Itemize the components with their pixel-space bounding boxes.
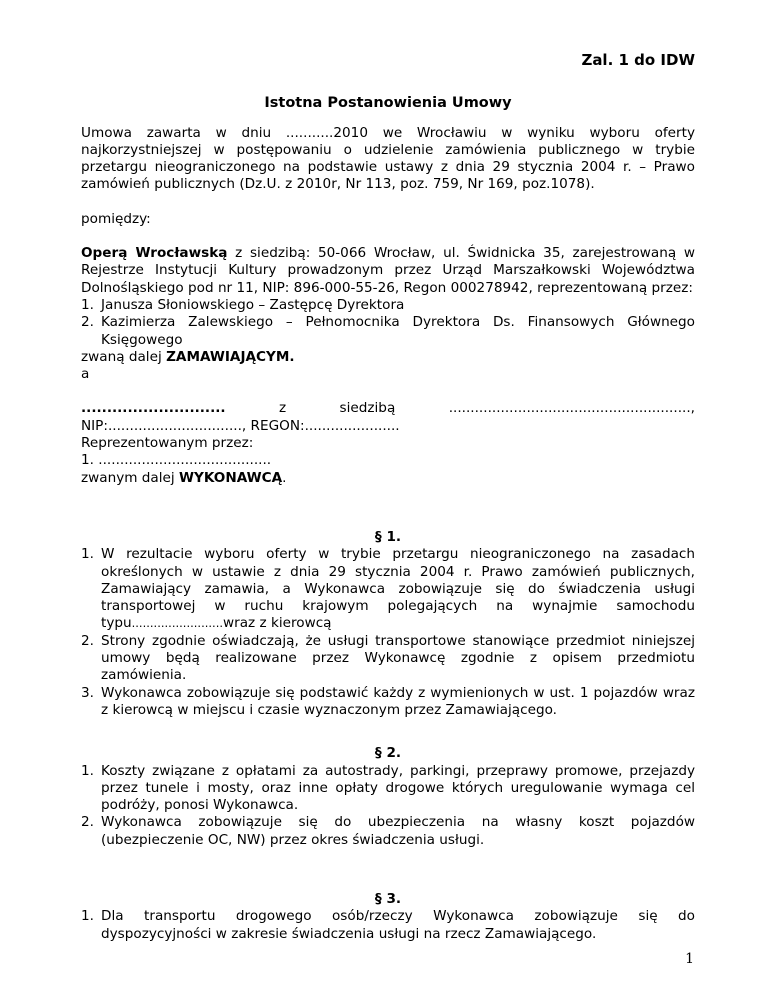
list-item: 1. W rezultacie wyboru oferty w trybie przetargu nieograniczonego na zasadach określonych w ustawie z dnia 29 stycznia 2004 r. Prawo zamówień publicznych, Zamawiający zamawia, a Wykonawca zobowiązuje się do świadczenia usługi transportowej w ruchu krajowym polegających na wynajmie samochodu typu.........................wraz z kierowcą — [81, 546, 695, 632]
party1-name: Operą Wrocławską — [81, 245, 228, 262]
party2-nip-regon: NIP:..............................., REGON:...................... — [81, 417, 400, 434]
between-label: pomiędzy: — [81, 210, 151, 227]
and-label: a — [81, 366, 90, 383]
party2-rep1: 1. ........................................ — [81, 452, 272, 469]
section-1-heading: § 1. — [374, 528, 402, 545]
annex-label: Zal. 1 do IDW — [581, 51, 695, 69]
list-item: 1. Janusza Słoniowskiego – Zastępcę Dyrektora — [81, 296, 405, 313]
list-item: 2. Strony zgodnie oświadczają, że usługi transportowe stanowiące przedmiot niniejszej umowy będą realizowane przez Wykonawcę zgodnie z opisem przedmiotu zamówienia. — [81, 632, 695, 684]
party2-line: ............................ z siedzibą ........................................................, — [81, 400, 695, 417]
party1-details: z siedzibą: 50-066 Wrocław, ul. Świdnicka 35, zarejestrowaną w Rejestrze Instytucji Kultury prowadzonym przez Urząd Marszałkowski Województwa Dolnośląskiego pod nr 11, NIP: 896-000-55-26, Regon 000278942, reprezentowaną przez: — [81, 245, 695, 296]
party1-called: zwaną dalej ZAMAWIAJĄCYM. — [81, 348, 295, 365]
section-2-heading: § 2. — [374, 745, 402, 762]
section-3-list — [81, 908, 695, 943]
section-2-list — [81, 763, 695, 849]
section-3-heading: § 3. — [374, 890, 402, 907]
party1-reps-list — [81, 297, 695, 349]
list-item: 2. Wykonawca zobowiązuje się do ubezpieczenia na własny koszt pojazdów (ubezpieczenie OC, NW) przez okres świadczenia usługi. — [81, 814, 695, 848]
section-1-list — [81, 546, 695, 719]
page-number: 1 — [685, 950, 694, 967]
document-content — [81, 52, 695, 943]
document-title: Istotna Postanowienia Umowy — [264, 95, 512, 112]
list-item: 2. Kazimierza Zalewskiego – Pełnomocnika Dyrektora Ds. Finansowych Głównego Księgowego — [81, 314, 695, 348]
party2-address-dots: ........................................................, — [448, 400, 695, 417]
list-item: 1. Dla transportu drogowego osób/rzeczy Wykonawca zobowiązuje się do dyspozycyjności w zakresie świadczenia usługi na rzecz Zamawiającego. — [81, 908, 695, 942]
party2-called: zwanym dalej WYKONAWCĄ. — [81, 469, 287, 486]
party1-paragraph — [81, 245, 695, 297]
list-item: 3. Wykonawca zobowiązuje się podstawić każdy z wymienionych w ust. 1 pojazdów wraz z kierowcą w miejscu i czasie wyznaczonym przez Zamawiającego. — [81, 684, 695, 718]
party2-name-dots: ............................ — [81, 400, 226, 417]
list-item: 1. Koszty związane z opłatami za autostrady, parkingi, przeprawy promowe, przejazdy przez tunele i mosty, oraz inne opłaty drogowe których uregulowanie wymaga cel podróży, ponosi Wykonawca. — [81, 762, 695, 814]
intro-paragraph: Umowa zawarta w dniu ...........2010 we Wrocławiu w wyniku wyboru oferty najkorzystniejszej w postępowaniu o udzielenie zamówienia publicznego w trybie przetargu nieograniczonego na podstawie ustawy z dnia 29 stycznia 2004 r. – Prawo zamówień publicznych (Dz.U. z 2010r, Nr 113, poz. 759, Nr 169, poz.1078). — [81, 124, 695, 193]
party2-represented: Reprezentowanym przez: — [81, 435, 254, 452]
